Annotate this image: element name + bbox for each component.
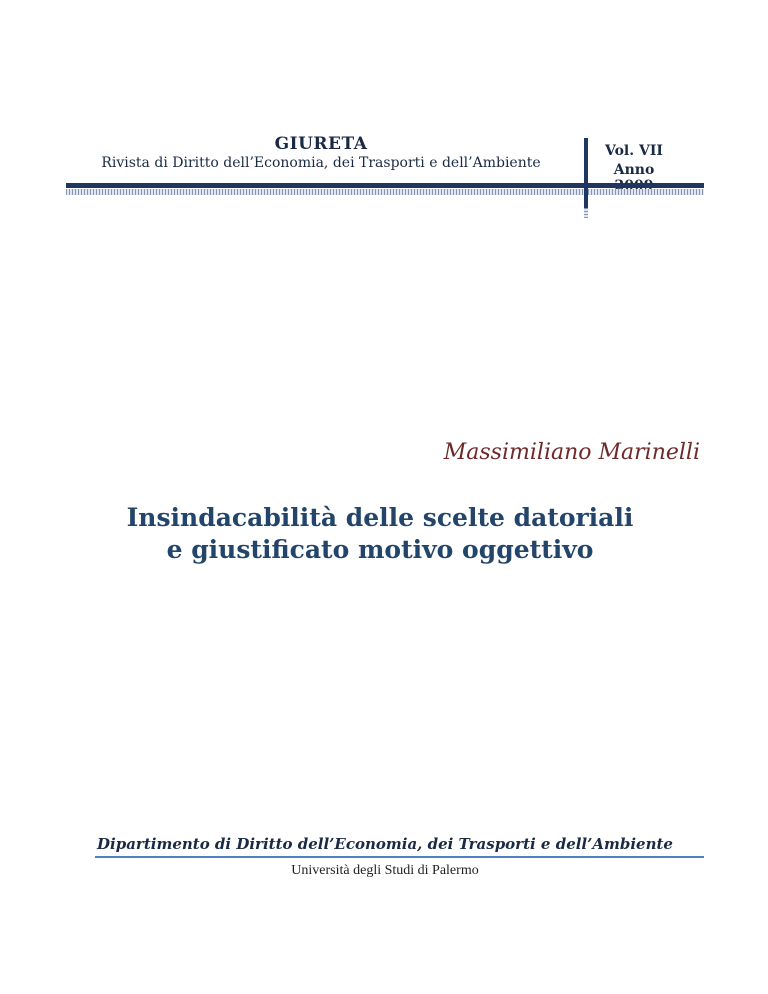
article-title xyxy=(80,502,680,566)
year-label: Anno xyxy=(613,162,655,178)
department-name: Dipartimento di Diritto dell’Economia, dei Trasporti e dell’Ambiente xyxy=(97,835,673,853)
header-rule xyxy=(66,183,704,188)
header-vertical-bar xyxy=(584,138,588,208)
author-name: Massimiliano Marinelli xyxy=(443,440,700,465)
article-title-line-1: Insindacabilità delle scelte datoriali xyxy=(126,503,634,532)
header-vertical-bar-ticks xyxy=(584,208,588,218)
journal-name: GIURETA xyxy=(274,134,368,154)
university-name: Università degli Studi di Palermo xyxy=(291,863,479,878)
header-rule-ticks xyxy=(66,189,704,195)
volume-label: Vol. VII xyxy=(605,143,663,159)
journal-subtitle: Rivista di Diritto dell’Economia, dei Trasporti e dell’Ambiente xyxy=(101,155,541,171)
article-title-line-2: e giustificato motivo oggettivo xyxy=(166,535,594,564)
department-rule xyxy=(95,856,704,858)
